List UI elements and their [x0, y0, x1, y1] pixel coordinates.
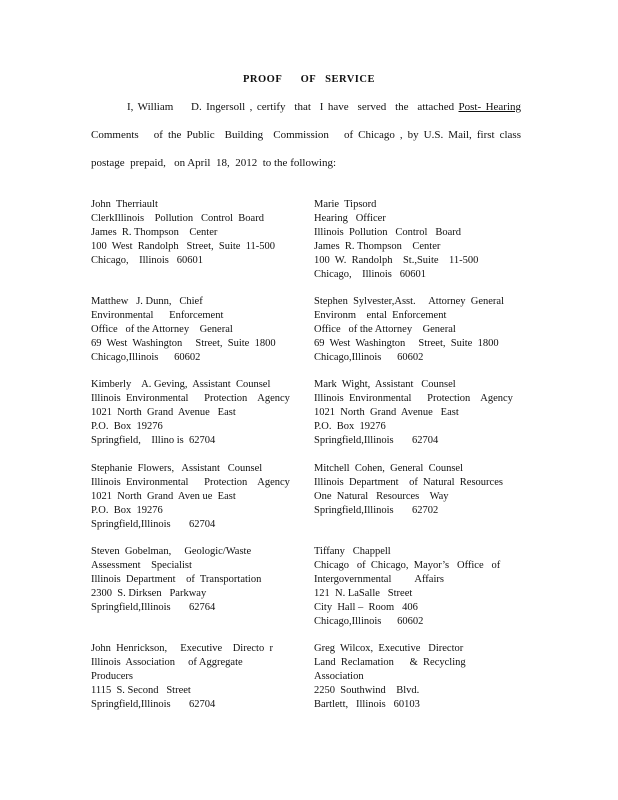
recipient-block — [91, 198, 301, 268]
recipient-block — [91, 378, 301, 448]
recipient-line: Chicago,Illinois 60602 — [91, 352, 201, 363]
recipient-line: Chicago, Illinois 60601 — [91, 255, 203, 266]
recipient-block — [91, 295, 301, 365]
certification-paragraph — [91, 93, 521, 177]
recipient-line: Kimberly A. Geving, Assistant Counsel — [91, 379, 271, 390]
recipient-line: City Hall – Room 406 — [314, 602, 418, 613]
recipient-line: Matthew J. Dunn, Chief — [91, 296, 203, 307]
recipient-block — [314, 642, 524, 712]
recipient-line: Mark Wight, Assistant Counsel — [314, 379, 456, 390]
recipient-line: Chicago,Illinois 60602 — [314, 352, 424, 363]
recipient-line: Assessment Specialist — [91, 560, 192, 571]
recipient-line: 100 W. Randolph St.,Suite 11-500 — [314, 255, 479, 266]
recipient-line: Association — [314, 671, 364, 682]
recipient-line: Springfield,Illinois 62764 — [91, 602, 216, 613]
recipient-line: Stephanie Flowers, Assistant Counsel — [91, 463, 263, 474]
intro-line-3: postage prepaid, on April 18, 2012 to the following: — [91, 157, 337, 169]
recipient-block — [314, 198, 524, 282]
recipient-line: Chicago,Illinois 60602 — [314, 616, 424, 627]
recipient-block — [91, 545, 301, 615]
recipient-line: Mitchell Cohen, General Counsel — [314, 463, 464, 474]
recipient-line: Illinois Department of Transportation — [91, 574, 262, 585]
recipient-line: Environm ental Enforcement — [314, 310, 447, 321]
recipient-line: Springfield,Illinois 62704 — [91, 519, 216, 530]
recipient-line: 1021 North Grand Avenue East — [314, 407, 459, 418]
document-name-underlined: Post- Hearing — [458, 101, 521, 113]
recipient-line: 1021 North Grand Avenue East — [91, 407, 236, 418]
recipient-line: ClerkIllinois Pollution Control Board — [91, 213, 264, 224]
recipient-line: Intergovernmental Affairs — [314, 574, 444, 585]
recipient-line: Environmental Enforcement — [91, 310, 224, 321]
recipient-line: Illinois Environmental Protection Agency — [91, 477, 290, 488]
recipient-line: Land Reclamation & Recycling — [314, 657, 466, 668]
recipient-block — [314, 295, 524, 365]
recipient-block — [91, 462, 301, 532]
document-title: PROOF OF SERVICE — [243, 74, 375, 85]
recipient-line: Hearing Officer — [314, 213, 386, 224]
recipient-line: One Natural Resources Way — [314, 491, 449, 502]
recipient-line: Illinois Department of Natural Resources — [314, 477, 503, 488]
intro-line-1 — [91, 93, 521, 121]
recipient-line: Illinois Association of Aggregate — [91, 657, 243, 668]
recipient-line: Illinois Pollution Control Board — [314, 227, 462, 238]
recipient-line: Steven Gobelman, Geologic/Waste — [91, 546, 252, 557]
recipient-line: P.O. Box 19276 — [314, 421, 386, 432]
recipient-block — [314, 462, 524, 518]
recipient-line: James R. Thompson Center — [91, 227, 218, 238]
recipient-line: Producers — [91, 671, 133, 682]
recipient-line: P.O. Box 19276 — [91, 505, 163, 516]
recipient-line: 1021 North Grand Aven ue East — [91, 491, 236, 502]
recipient-line: Chicago of Chicago, Mayor’s Office of — [314, 560, 501, 571]
recipient-line: Office of the Attorney General — [314, 324, 456, 335]
recipient-line: 121 N. LaSalle Street — [314, 588, 413, 599]
recipient-block — [91, 642, 301, 712]
recipient-line: Greg Wilcox, Executive Director — [314, 643, 464, 654]
recipient-line: Marie Tipsord — [314, 199, 377, 210]
recipient-line: 69 West Washington Street, Suite 1800 — [314, 338, 499, 349]
recipient-block — [314, 545, 524, 629]
recipient-line: Tiffany Chappell — [314, 546, 391, 557]
recipient-line: 1115 S. Second Street — [91, 685, 191, 696]
recipient-line: Stephen Sylvester,Asst. Attorney General — [314, 296, 505, 307]
recipient-line: 69 West Washington Street, Suite 1800 — [91, 338, 276, 349]
recipient-line: 100 West Randolph Street, Suite 11-500 — [91, 241, 276, 252]
recipient-block — [314, 378, 524, 448]
intro-line-2: Comments of the Public Building Commission of Chicago , by U.S. Mail, first class — [91, 129, 521, 141]
recipient-line: Springfield,Illinois 62704 — [91, 699, 216, 710]
recipient-line: Illinois Environmental Protection Agency — [314, 393, 513, 404]
recipient-line: 2250 Southwind Blvd. — [314, 685, 420, 696]
recipient-line: Bartlett, Illinois 60103 — [314, 699, 420, 710]
recipient-line: P.O. Box 19276 — [91, 421, 163, 432]
recipient-line: Springfield, Illino is 62704 — [91, 435, 216, 446]
recipient-line: 2300 S. Dirksen Parkway — [91, 588, 207, 599]
recipient-line: Springfield,Illinois 62704 — [314, 435, 439, 446]
recipient-line: James R. Thompson Center — [314, 241, 441, 252]
recipient-line: John Henrickson, Executive Directo r — [91, 643, 273, 654]
recipient-line: Illinois Environmental Protection Agency — [91, 393, 290, 404]
intro-line-1-text: I, William D. Ingersoll , certify that I have served the attached — [127, 101, 459, 113]
recipient-line: John Therriault — [91, 199, 158, 210]
recipient-line: Chicago, Illinois 60601 — [314, 269, 426, 280]
recipient-line: Office of the Attorney General — [91, 324, 233, 335]
recipient-line: Springfield,Illinois 62702 — [314, 505, 439, 516]
